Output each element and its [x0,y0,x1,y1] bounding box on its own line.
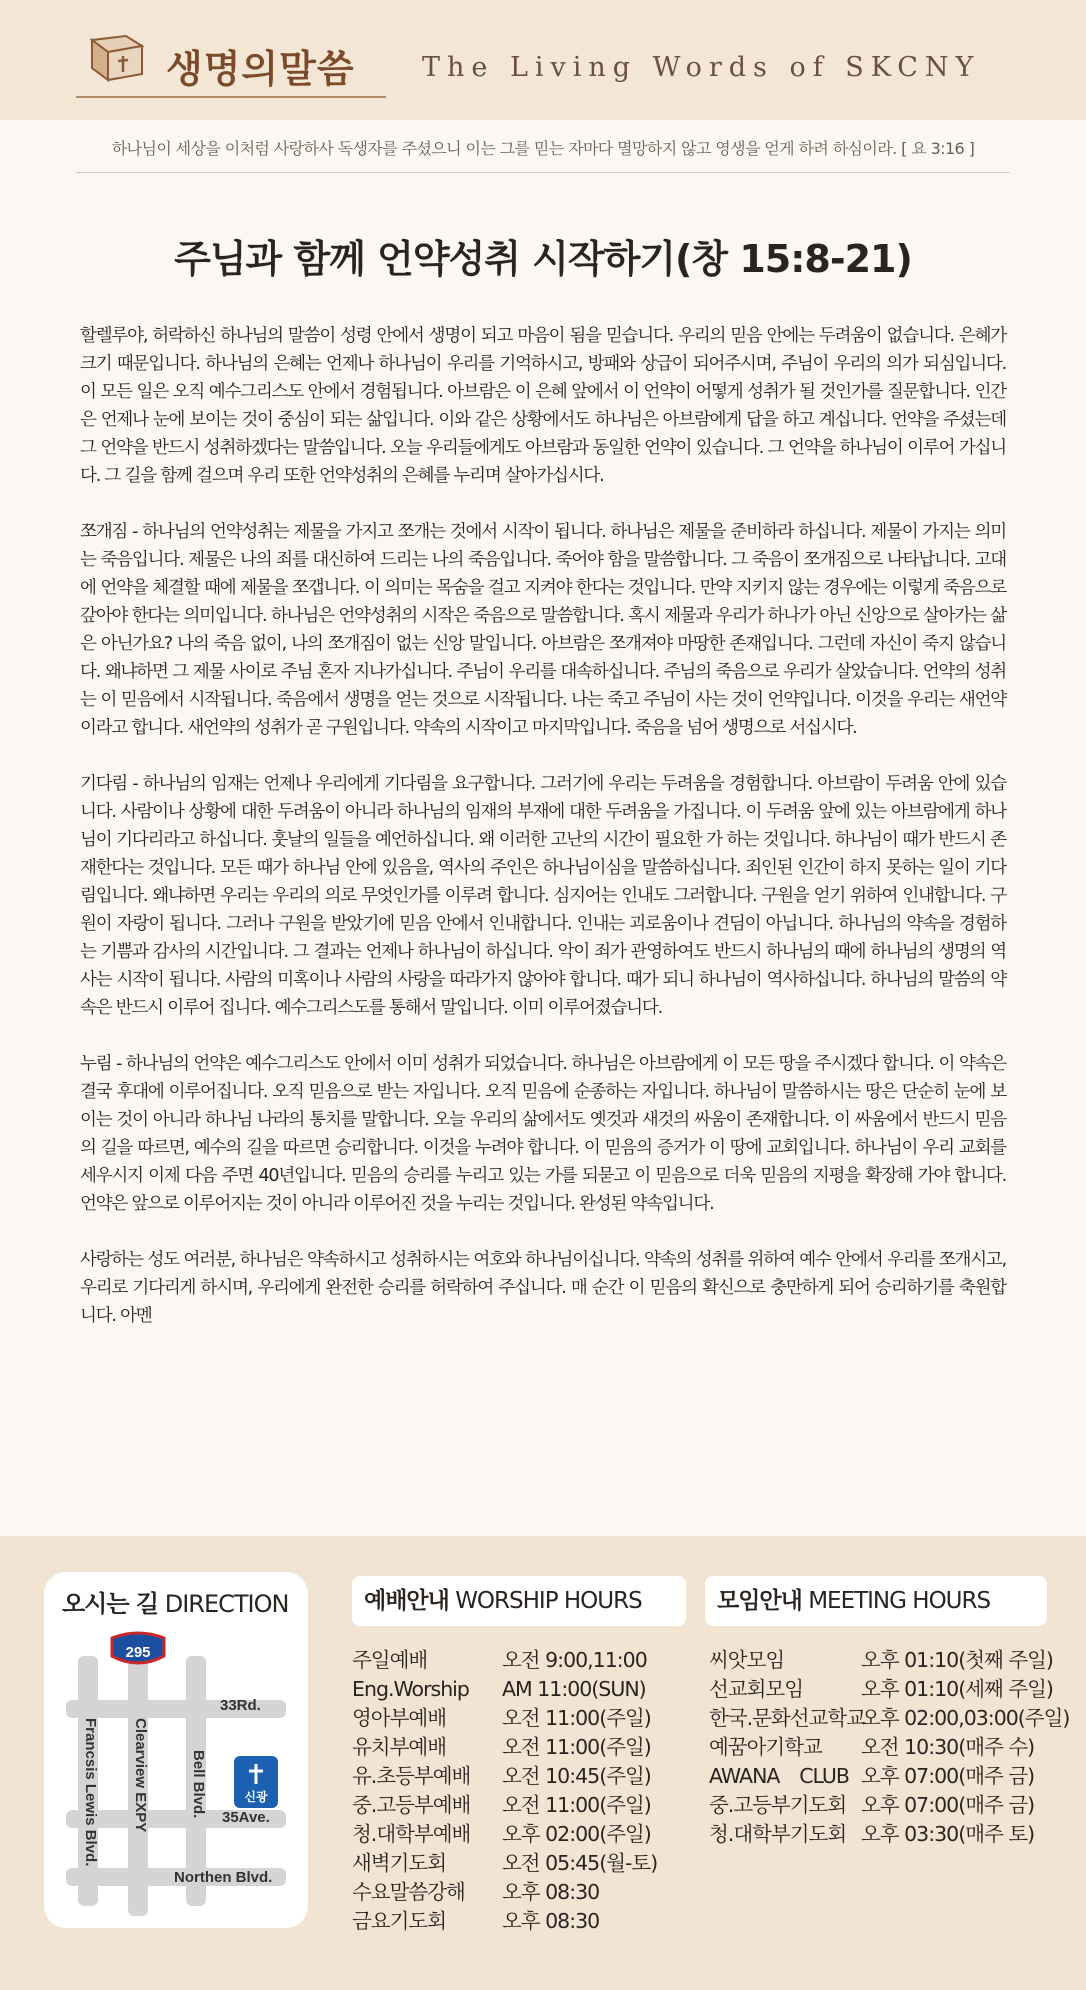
schedule-row [352,1849,657,1878]
schedule-name: 청.대학부예배 [352,1822,471,1846]
schedule-time: 오전 10:30(매주 수) [861,1735,1035,1759]
schedule-time: 오후 08:30 [502,1909,600,1933]
schedule-row [352,1791,657,1820]
schedule-name: 한국.문화선교학교 [709,1706,865,1730]
direction-label-en: DIRECTION [164,1590,289,1618]
sermon-paragraph: 누림 - 하나님의 언약은 예수그리스도 안에서 이미 성취가 되었습니다. 하나님은 아브람에게 이 모든 땅을 주시겠다 합니다. 이 약속은 결국 후대에 이루어집니다. 오직 믿음으로 받는 자입니다. 오직 믿음에 순종하는 자입니다. 하나님이 말씀하시는 땅은 단순히 눈에 보이는 것이 아니라 하나님 나라의 통치를 말합니다. 오늘 우리의 삶에서도 옛것과 새것의 싸움이 존재합니다. 이 싸움에서 반드시 믿음의 길을 따르면, 예수의 길을 따르면 승리합니다. 이것을 누려야 합니다. 이 믿음의 증거가 이 땅에 교회입니다. 하나님이 우리 교회를 세우시지 이제 다음 주면 40년입니다. 믿음의 승리를 누리고 있는 가를 되묻고 이 믿음으로 더욱 믿음의 지평을 확장해 가야 합니다. 언약은 앞으로 이루어지는 것이 아니라 이루어진 것을 누리는 것입니다. 완성된 약속입니다. [80,1054,1006,1214]
schedule-name: Eng.Worship [352,1677,469,1701]
worship-label-ko: 예배안내 [364,1588,449,1614]
schedule-row [709,1646,1069,1675]
schedule-row [352,1820,657,1849]
schedule-name: 금요기도회 [352,1909,447,1933]
schedule-name: 씨앗모임 [709,1648,785,1672]
schedule-row [709,1820,1069,1849]
schedule-time: 오후 08:30 [502,1880,600,1904]
direction-label-ko: 오시는 길 [62,1590,159,1618]
schedule-name: 주일예배 [352,1648,428,1672]
schedule-time: 오전 11:00(주일) [502,1706,651,1730]
label-33rd: 33Rd. [220,1697,261,1714]
schedule-name: AWANA CLUB [709,1764,849,1788]
schedule-row [352,1907,657,1936]
sermon-paragraph: 쪼개짐 - 하나님의 언약성취는 제물을 가지고 쪼개는 것에서 시작이 됩니다. 하나님은 제물을 준비하라 하십니다. 제물이 가지는 의미는 죽음입니다. 제물은 나의 죄를 대신하여 드리는 나의 죽음입니다. 죽어야 함을 말씀합니다. 그 죽음이 쪼개짐으로 나타납니다. 고대에 언약을 체결할 때에 제물을 쪼갭니다. 이 의미는 목숨을 걸고 지켜야 한다는 것입니다. 만약 지키지 않는 경우에는 이렇게 죽음으로 갚아야 한다는 의미입니다. 하나님은 언약성취의 시작은 죽음으로 말씀합니다. 혹시 제물과 우리가 하나가 아닌 신앙으로 살아가는 삶은 아닌가요? 나의 죽음 없이, 나의 쪼개짐이 없는 신앙 말입니다. 아브람은 쪼개져야 마땅한 존재입니다. 그런데 자신이 죽지 않습니다. 왜냐하면 그 제물 사이로 주님 혼자 지나가십니다. 주님이 우리를 대속하십니다. 주님의 죽음으로 우리가 살았습니다. 언약의 성취는 이 믿음에서 시작됩니다. 죽음에서 생명을 얻는 것으로 시작됩니다. 나는 죽고 주님이 사는 것이 언약입니다. 이것을 우리는 새언약이라고 합니다. 새언약의 성취가 곧 구원입니다. 약속의 시작이고 마지막입니다. 죽음을 넘어 생명으로 서십시다. [80,522,1006,738]
meeting-label-ko: 모임안내 [717,1588,802,1614]
schedule-time: 오후 01:10(첫째 주일) [861,1648,1053,1672]
schedule-row [709,1704,1069,1733]
schedule-time: 오전 05:45(월-토) [502,1851,658,1875]
schedule-name: 유치부예배 [352,1735,447,1759]
worship-schedule [352,1646,657,1936]
sermon-body [80,322,1006,1358]
schedule-row [709,1675,1069,1704]
schedule-row [709,1733,1069,1762]
header-banner [0,0,1086,120]
label-francis-lewis: Francsis Lewis Blvd. [82,1718,99,1867]
schedule-name: 선교회모임 [709,1677,804,1701]
sermon-paragraph: 기다림 - 하나님의 임재는 언제나 우리에게 기다림을 요구합니다. 그러기에 우리는 두려움을 경험합니다. 아브람이 두려움 안에 있습니다. 사람이나 상황에 대한 두려움이 아니라 하나님의 임재의 부재에 대한 두려움을 가집니다. 이 두려움 앞에 있는 아브람에게 하나님이 기다리라고 하십니다. 훗날의 일들을 예언하십니다. 왜 이러한 고난의 시간이 필요한 가 하는 것입니다. 하나님이 때가 반드시 존재한다는 것입니다. 모든 때가 하나님 안에 있음을, 역사의 주인은 하나님이심을 말씀하십니다. 죄인된 인간이 하지 못하는 일이 기다림입니다. 왜냐하면 우리는 우리의 의로 무엇인가를 이루려 합니다. 심지어는 인내도 그러합니다. 구원을 얻기 위하여 인내합니다. 구원이 자랑이 됩니다. 그러나 구원을 받았기에 믿음 안에서 인내합니다. 인내는 괴로움이나 견딤이 아닙니다. 하나님의 약속을 경험하는 기쁨과 감사의 시간입니다. 그 결과는 언제나 하나님이 하십니다. 악이 죄가 관영하여도 반드시 하나님의 때에 하나님의 생명의 역사는 시작이 됩니다. 사람의 미혹이나 사람의 사랑을 따라가지 않아야 합니다. 때가 되니 하나님이 역사하십니다. 하나님의 말씀의 약속은 반드시 이루어 집니다. 예수그리스도를 통해서 말입니다. 이미 이루어졌습니다. [80,774,1006,1018]
schedule-time: AM 11:00(SUN) [502,1677,646,1701]
schedule-row [709,1762,1069,1791]
label-clearview: Clearview EXPY [132,1718,149,1833]
schedule-time: 오전 9:00,11:00 [502,1648,647,1672]
schedule-name: 영아부예배 [352,1706,447,1730]
schedule-name: 유.초등부예배 [352,1764,471,1788]
highway-number: 295 [125,1644,151,1661]
schedule-time: 오전 10:45(주일) [502,1764,651,1788]
label-bell: Bell Blvd. [190,1750,207,1819]
schedule-row [352,1704,657,1733]
bible-icon [86,32,148,84]
meeting-schedule [709,1646,1069,1849]
schedule-time: 오후 07:00(매주 금) [861,1764,1035,1788]
schedule-name: 수요말씀강해 [352,1880,465,1904]
label-35ave: 35Ave. [222,1809,270,1826]
sermon-paragraph: 사랑하는 성도 여러분, 하나님은 약속하시고 성취하시는 여호와 하나님이십니다. 약속의 성취를 위하여 예수 안에서 우리를 쪼개시고, 우리로 기다리게 하시며, 우리에게 완전한 승리를 허락하여 주십니다. 매 순간 이 믿음의 확신으로 충만하게 되어 승리하기를 축원합니다. 아멘 [80,1250,1006,1326]
direction-heading [62,1584,288,1619]
schedule-time: 오후 07:00(매주 금) [861,1793,1035,1817]
schedule-row [709,1791,1069,1820]
direction-map [56,1626,296,1916]
logo-subtitle: The Living Words of SKCNY [422,52,981,83]
schedule-time: 오후 02:00,03:00(주일) [861,1706,1070,1730]
header-verse: 하나님이 세상을 이처럼 사랑하사 독생자를 주셨으니 이는 그를 믿는 자마다 멸망하지 않고 영생을 얻게 하려 하심이라. [ 요 3:16 ] [111,139,975,158]
schedule-row [352,1733,657,1762]
schedule-time: 오전 11:00(주일) [502,1735,651,1759]
schedule-name: 중.고등부기도회 [709,1793,847,1817]
schedule-time: 오후 02:00(주일) [502,1822,651,1846]
schedule-name: 새벽기도회 [352,1851,447,1875]
meeting-heading [705,1576,1047,1626]
schedule-name: 청.대학부기도회 [709,1822,847,1846]
sermon-title: 주님과 함께 언약성취 시작하기(창 15:8-21) [174,237,912,281]
schedule-row [352,1675,657,1704]
logo-underline [76,96,386,98]
schedule-time: 오전 11:00(주일) [502,1793,651,1817]
label-northern: Northen Blvd. [174,1869,273,1886]
schedule-name: 예꿈아기학교 [709,1735,822,1759]
sermon-paragraph: 할렐루야, 허락하신 하나님의 말씀이 성령 안에서 생명이 되고 마음이 됨을 믿습니다. 우리의 믿음 안에는 두려움이 없습니다. 은혜가 크기 때문입니다. 하나님의 은혜는 언제나 하나님이 우리를 기억하시고, 방패와 상급이 되어주시며, 주님이 우리의 의가 되심입니다. 이 모든 일은 오직 예수그리스도 안에서 경험됩니다. 아브람은 이 은혜 앞에서 이 언약이 어떻게 성취가 될 것인가를 질문합니다. 인간은 언제나 눈에 보이는 것이 중심이 되는 삶입니다. 이와 같은 상황에서도 하나님은 아브람에게 답을 하고 계십니다. 언약을 주셨는데 그 언약을 반드시 성취하겠다는 말씀입니다. 오늘 우리들에게도 아브람과 동일한 언약이 있습니다. 그 언약을 하나님이 이루어 가십니다. 그 길을 함께 걸으며 우리 또한 언약성취의 은혜를 누리며 살아가십시다. [80,326,1006,486]
schedule-time: 오후 03:30(매주 토) [861,1822,1035,1846]
schedule-time: 오후 01:10(세째 주일) [861,1677,1053,1701]
meeting-label-en: MEETING HOURS [808,1588,991,1614]
schedule-row [352,1762,657,1791]
divider [76,172,1010,173]
logo-text: 생명의말씀 [166,47,355,91]
worship-label-en: WORSHIP HOURS [455,1588,642,1614]
schedule-name: 중.고등부예배 [352,1793,471,1817]
church-marker-label: 신광 [244,1790,268,1804]
schedule-row [352,1646,657,1675]
schedule-row [352,1878,657,1907]
worship-heading [352,1576,686,1626]
